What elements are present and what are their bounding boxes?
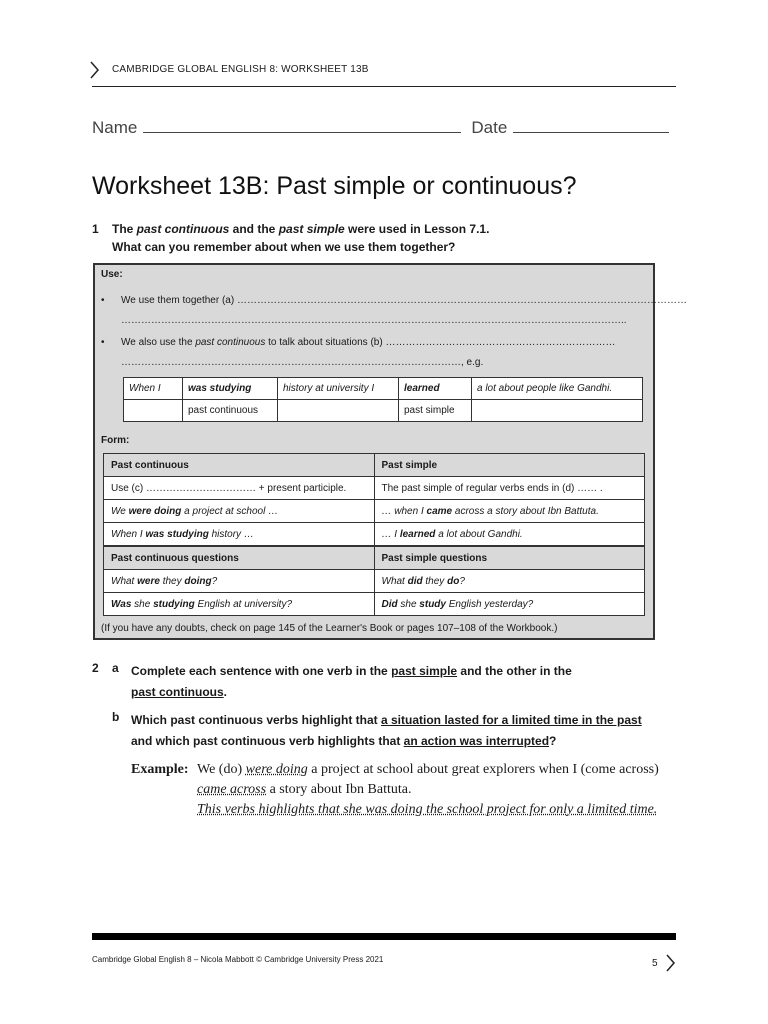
table-cell: We were doing a project at school … xyxy=(104,500,375,523)
q2-part-a xyxy=(131,661,572,703)
q2-part-b xyxy=(131,710,642,752)
q1-term: past continuous xyxy=(136,222,230,236)
table-cell xyxy=(278,378,399,400)
example-block xyxy=(131,760,659,820)
example-answer: were doing xyxy=(245,762,308,777)
table-cell: past continuous xyxy=(183,400,278,422)
table-cell: … when I came across a story about Ibn Battuta. xyxy=(374,500,645,523)
footer-divider xyxy=(92,933,676,940)
cell-text: learned xyxy=(404,383,440,394)
q1-term: past simple xyxy=(278,222,345,236)
q1-text: were used in Lesson 7.1. xyxy=(344,222,490,236)
date-label: Date xyxy=(471,118,508,137)
table-row xyxy=(104,477,645,500)
example-text: a story about Ibn Battuta. xyxy=(266,782,412,797)
example-text: a project at school about great explorers when I (come across) xyxy=(307,762,659,777)
table-cell: Did she study English yesterday? xyxy=(374,593,645,616)
table-row xyxy=(124,400,643,422)
q1-text: and the xyxy=(229,222,279,236)
table-cell: Was she studying English at university? xyxy=(104,593,375,616)
page-number: 5 xyxy=(652,958,658,969)
bullet-icon: • xyxy=(101,295,105,306)
q2-a-label: a xyxy=(112,661,119,675)
use-label: Use: xyxy=(101,269,123,280)
cell-text: history at university I xyxy=(283,383,375,394)
use-bullet-2-cont: …………………………………………………………………………………………, e.g. xyxy=(121,357,484,368)
table-row xyxy=(104,570,645,593)
grammar-box xyxy=(93,263,687,640)
form-table xyxy=(103,453,645,616)
table-cell: Use (c) …………………………… + present participle. xyxy=(104,477,375,500)
table-row xyxy=(104,593,645,616)
q2-text: Complete each sentence with one verb in the xyxy=(131,664,392,678)
doubts-note: (If you have any doubts, check on page 145 of the Learner's Book or pages 107–108 of the Workbook.) xyxy=(101,623,558,634)
q2-b-label: b xyxy=(112,710,120,724)
table-row xyxy=(124,378,643,400)
name-label: Name xyxy=(92,118,138,137)
q2-underlined: a situation lasted for a limited time in the past xyxy=(381,713,642,727)
table-cell: past simple xyxy=(399,400,472,422)
footer-copyright: Cambridge Global English 8 – Nicola Mabbott © Cambridge University Press 2021 xyxy=(92,955,384,964)
bullet-text: to talk about situations (b) …………………………………………………………… xyxy=(265,337,616,348)
table-cell: Past simple xyxy=(374,454,645,477)
table-cell xyxy=(472,400,643,422)
q2-underlined: past continuous xyxy=(131,685,224,699)
table-cell: Past continuous xyxy=(104,454,375,477)
table-row xyxy=(104,546,645,570)
q1-line2: What can you remember about when we use them together? xyxy=(112,240,456,254)
example-table xyxy=(123,377,643,422)
table-cell: Past continuous questions xyxy=(104,546,375,570)
example-explanation: This verbs highlights that she was doing the school project for only a limited time. xyxy=(197,802,658,817)
example-label: Example: xyxy=(131,762,189,777)
q2-text: . xyxy=(223,685,228,699)
example-answer: came across xyxy=(197,782,267,797)
q2-underlined: past simple xyxy=(391,664,458,678)
q1-text: The xyxy=(112,222,137,236)
header-title: CAMBRIDGE GLOBAL ENGLISH 8: WORKSHEET 13B xyxy=(112,64,369,75)
table-cell xyxy=(278,400,399,422)
q2-text: and the other in the xyxy=(457,664,572,678)
header-divider xyxy=(92,86,676,87)
q2-underlined: an action was interrupted xyxy=(403,734,550,748)
q2-text: ? xyxy=(549,734,557,748)
chevron-right-icon xyxy=(88,60,100,80)
table-cell xyxy=(124,400,183,422)
bullet-icon: • xyxy=(101,337,105,348)
table-row xyxy=(104,454,645,477)
worksheet-title: Worksheet 13B: Past simple or continuous? xyxy=(92,172,577,200)
bullet-term: past continuous xyxy=(195,337,266,348)
use-bullet-1 xyxy=(101,295,687,306)
table-cell: What were they doing? xyxy=(104,570,375,593)
chevron-right-icon[interactable] xyxy=(664,953,676,973)
table-cell xyxy=(124,378,183,400)
name-date-row xyxy=(92,118,669,138)
question-1 xyxy=(92,220,489,256)
form-label: Form: xyxy=(101,435,130,446)
table-cell xyxy=(183,378,278,400)
bullet-text: We use them together (a) ……………………………………………………………………………………………………………………… xyxy=(121,295,687,306)
bullet-text: We also use the xyxy=(121,337,196,348)
q2-text: Which past continuous verbs highlight that xyxy=(131,713,381,727)
table-cell xyxy=(399,378,472,400)
cell-text: a lot about people like Gandhi. xyxy=(477,383,613,394)
cell-text: was studying xyxy=(188,383,252,394)
table-row xyxy=(104,500,645,523)
table-cell xyxy=(472,378,643,400)
question-number: 2 xyxy=(92,661,99,675)
table-cell: Past simple questions xyxy=(374,546,645,570)
table-cell: When I was studying history … xyxy=(104,523,375,547)
table-cell: What did they do? xyxy=(374,570,645,593)
use-bullet-2 xyxy=(101,337,615,348)
example-text: We (do) xyxy=(197,762,246,777)
use-bullet-1-cont: …………………………………………………………………………………………………………………………………….. xyxy=(121,315,627,326)
date-field[interactable] xyxy=(513,118,669,133)
q2-text: and which past continuous verb highlights that xyxy=(131,734,404,748)
table-cell: The past simple of regular verbs ends in (d) …… . xyxy=(374,477,645,500)
name-field[interactable] xyxy=(143,118,461,133)
table-cell: … I learned a lot about Gandhi. xyxy=(374,523,645,547)
question-number: 1 xyxy=(92,222,99,236)
table-row xyxy=(104,523,645,547)
cell-text: When I xyxy=(129,383,161,394)
